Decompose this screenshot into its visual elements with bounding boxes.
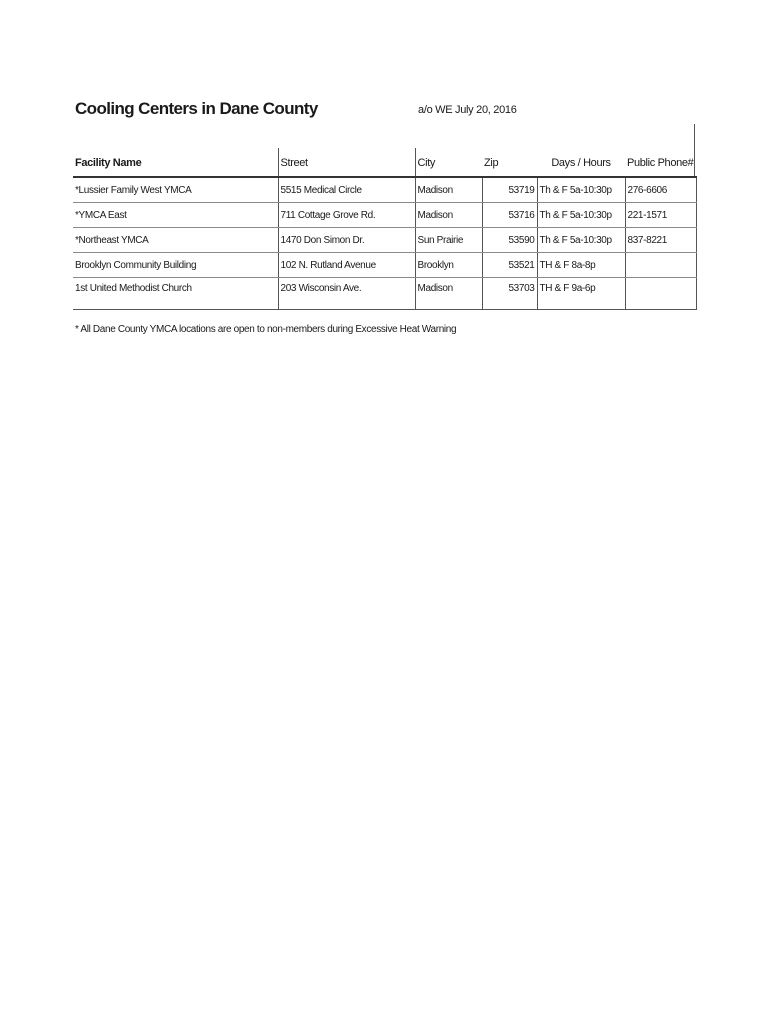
zip-cell: 53521 [482, 253, 537, 278]
header-street: Street [278, 148, 415, 177]
header-city: City [415, 148, 482, 177]
hours-cell: TH & F 8a-8p [537, 253, 625, 278]
table-header-row [73, 148, 696, 177]
facility-name-cell: Brooklyn Community Building [73, 253, 278, 278]
cooling-centers-table [73, 148, 697, 310]
street-cell: 711 Cottage Grove Rd. [278, 203, 415, 228]
facility-name-cell: *Northeast YMCA [73, 228, 278, 253]
table-row [73, 278, 696, 310]
phone-cell: 837-8221 [625, 228, 696, 253]
city-cell: Madison [415, 177, 482, 203]
facility-name-cell: 1st United Methodist Church [73, 278, 278, 310]
phone-cell: 276-6606 [625, 177, 696, 203]
header-public-phone: Public Phone# [625, 148, 696, 177]
hours-cell: Th & F 5a-10:30p [537, 177, 625, 203]
hours-cell: Th & F 5a-10:30p [537, 203, 625, 228]
ymca-footnote: * All Dane County YMCA locations are open to non-members during Excessive Heat Warning [75, 324, 457, 335]
as-of-date: a/o WE July 20, 2016 [418, 104, 517, 116]
header-facility-name: Facility Name [73, 148, 278, 177]
zip-cell: 53703 [482, 278, 537, 310]
zip-cell: 53719 [482, 177, 537, 203]
table-row [73, 253, 696, 278]
cooling-centers-table-container [73, 148, 697, 310]
header-days-hours: Days / Hours [537, 148, 625, 177]
city-cell: Madison [415, 278, 482, 310]
document-title: Cooling Centers in Dane County [75, 99, 318, 118]
header-zip: Zip [482, 148, 537, 177]
street-cell: 102 N. Rutland Avenue [278, 253, 415, 278]
table-row [73, 228, 696, 253]
phone-cell [625, 278, 696, 310]
facility-name-cell: *Lussier Family West YMCA [73, 177, 278, 203]
zip-cell: 53716 [482, 203, 537, 228]
street-cell: 203 Wisconsin Ave. [278, 278, 415, 310]
zip-cell: 53590 [482, 228, 537, 253]
city-cell: Sun Prairie [415, 228, 482, 253]
phone-cell: 221-1571 [625, 203, 696, 228]
hours-cell: Th & F 5a-10:30p [537, 228, 625, 253]
street-cell: 5515 Medical Circle [278, 177, 415, 203]
street-cell: 1470 Don Simon Dr. [278, 228, 415, 253]
city-cell: Brooklyn [415, 253, 482, 278]
facility-name-cell: *YMCA East [73, 203, 278, 228]
hours-cell: TH & F 9a-6p [537, 278, 625, 310]
phone-cell [625, 253, 696, 278]
table-row [73, 177, 696, 203]
table-row [73, 203, 696, 228]
city-cell: Madison [415, 203, 482, 228]
